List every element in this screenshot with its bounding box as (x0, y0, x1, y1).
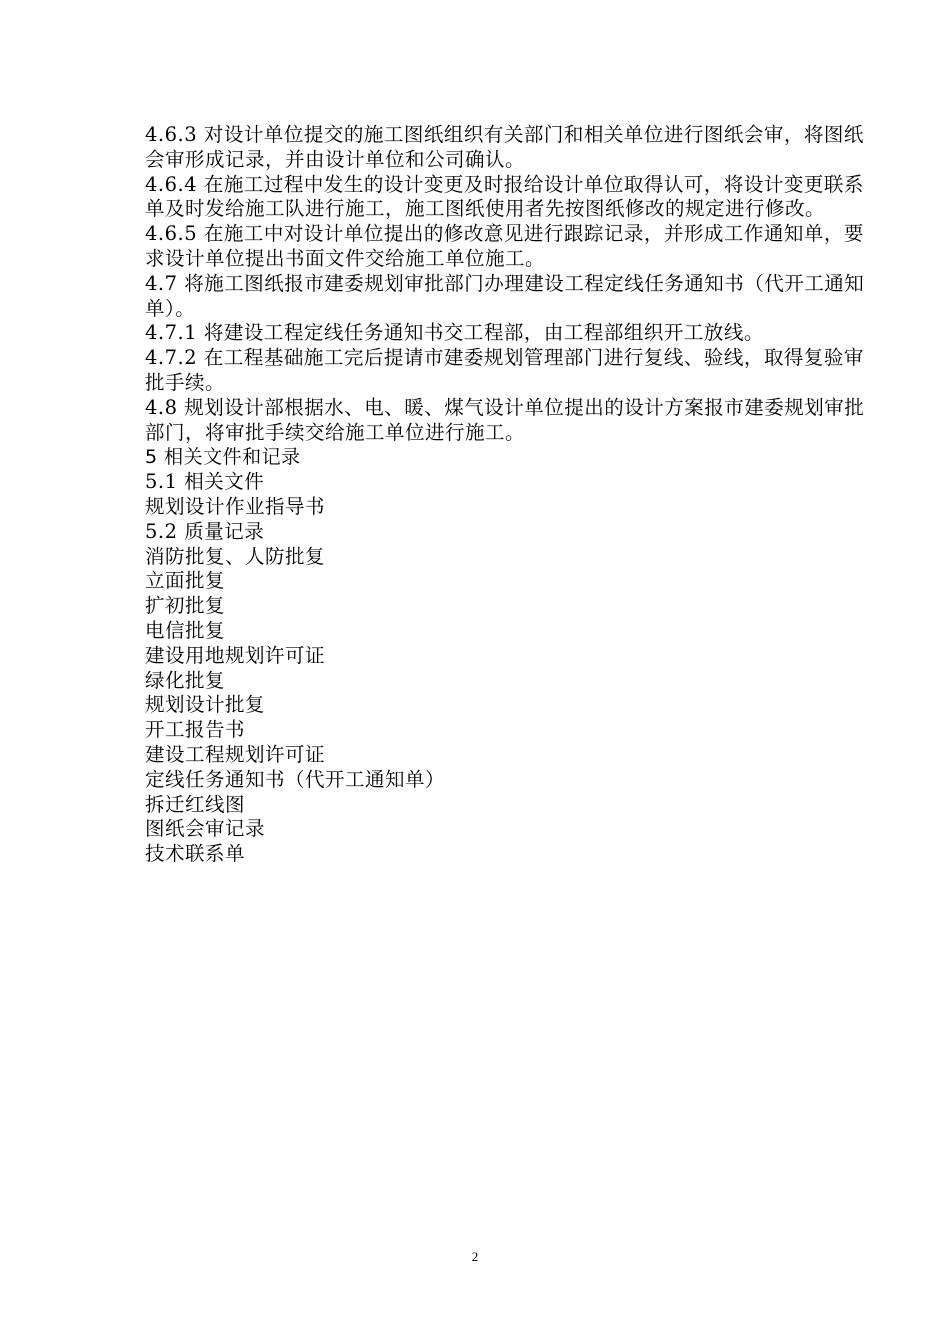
paragraph-4-7-2: 4.7.2 在工程基础施工完后提请市建委规划管理部门进行复线、验线，取得复验审批手续。 (145, 346, 864, 394)
quality-record-item: 建设工程规划许可证 (145, 742, 326, 766)
paragraph-4-7: 4.7 将施工图纸报市建委规划审批部门办理建设工程定线任务通知书（代开工通知单）。 (145, 271, 865, 320)
page-number: 2 (471, 1249, 479, 1264)
quality-record-item: 建设用地规划许可证 (145, 643, 326, 667)
related-document-item: 规划设计作业指导书 (145, 494, 326, 518)
paragraph-4-8: 4.8 规划设计部根据水、电、暖、煤气设计单位提出的设计方案报市建委规划审批部门，将审批手续交给施工单位进行施工。 (145, 395, 865, 444)
quality-record-item: 立面批复 (145, 569, 226, 593)
document-body (145, 123, 865, 867)
paragraph-4-6-4: 4.6.4 在施工过程中发生的设计变更及时报给设计单位取得认可，将设计变更联系单及时发给施工队进行施工，施工图纸使用者先按图纸修改的规定进行修改。 (145, 172, 864, 221)
quality-record-item: 规划设计批复 (145, 693, 266, 717)
quality-record-item: 图纸会审记录 (145, 817, 266, 841)
subsection-heading-5-2: 5.2 质量记录 (145, 519, 265, 543)
section-heading-5: 5 相关文件和记录 (145, 446, 301, 469)
quality-record-item: 开工报告书 (145, 718, 246, 742)
paragraph-4-7-1: 4.7.1 将建设工程定线任务通知书交工程部，由工程部组织开工放线。 (145, 321, 764, 345)
paragraph-4-6-5: 4.6.5 在施工中对设计单位提出的修改意见进行跟踪记录，并形成工作通知单，要求设计单位提出书面文件交给施工单位施工。 (145, 222, 864, 270)
quality-record-item: 消防批复、人防批复 (145, 544, 326, 568)
quality-record-item: 扩初批复 (145, 594, 226, 618)
paragraph-4-6-3: 4.6.3 对设计单位提交的施工图纸组织有关部门和相关单位进行图纸会审，将图纸会审形成记录，并由设计单位和公司确认。 (145, 123, 864, 171)
quality-record-item: 绿化批复 (145, 668, 226, 692)
quality-record-item: 技术联系单 (145, 842, 246, 866)
quality-record-item: 电信批复 (145, 618, 226, 642)
quality-record-item: 定线任务通知书（代开工通知单） (145, 767, 446, 791)
subsection-heading-5-1: 5.1 相关文件 (145, 470, 265, 494)
quality-record-item: 拆迁红线图 (145, 792, 246, 816)
quality-records-list (145, 545, 865, 867)
